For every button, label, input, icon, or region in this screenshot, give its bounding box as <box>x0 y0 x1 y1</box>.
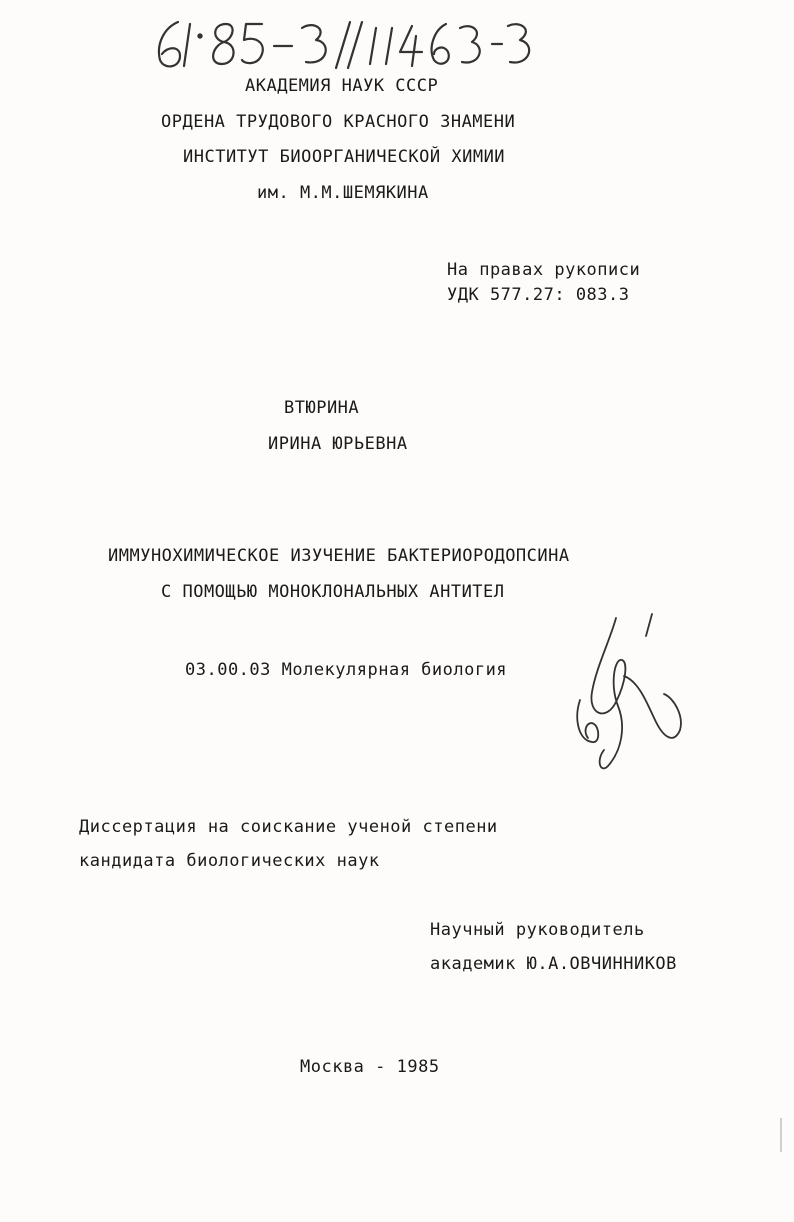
institution-line-1: АКАДЕМИЯ НАУК СССР <box>245 76 439 96</box>
place-year: Москва - 1985 <box>300 1057 440 1077</box>
dissertation-line-2: кандидата биологических наук <box>79 851 380 871</box>
institution-line-3: ИНСТИТУТ БИООРГАНИЧЕСКОЙ ХИМИИ <box>183 147 506 167</box>
supervisor-name: академик Ю.А.ОВЧИННИКОВ <box>430 954 677 974</box>
author-surname: ВТЮРИНА <box>284 398 360 418</box>
manuscript-rights: На правах рукописи <box>447 260 641 280</box>
supervisor-label: Научный руководитель <box>430 920 645 940</box>
scan-edge-mark <box>780 1118 782 1152</box>
signature <box>570 610 690 785</box>
handwritten-archive-number <box>150 14 540 74</box>
title-line-1: ИММУНОХИМИЧЕСКОЕ ИЗУЧЕНИЕ БАКТЕРИОРОДОПСИНА <box>108 546 570 566</box>
institution-line-4: им. М.М.ШЕМЯКИНА <box>257 183 429 203</box>
udk-code: УДК 577.27: 083.3 <box>447 285 630 305</box>
title-line-2: С ПОМОЩЬЮ МОНОКЛОНАЛЬНЫХ АНТИТЕЛ <box>161 582 505 602</box>
dissertation-line-1: Диссертация на соискание ученой степени <box>79 817 498 837</box>
institution-line-2: ОРДЕНА ТРУДОВОГО КРАСНОГО ЗНАМЕНИ <box>161 112 516 132</box>
author-name: ИРИНА ЮРЬЕВНА <box>268 434 408 454</box>
specialty: 03.00.03 Молекулярная биология <box>185 660 508 680</box>
